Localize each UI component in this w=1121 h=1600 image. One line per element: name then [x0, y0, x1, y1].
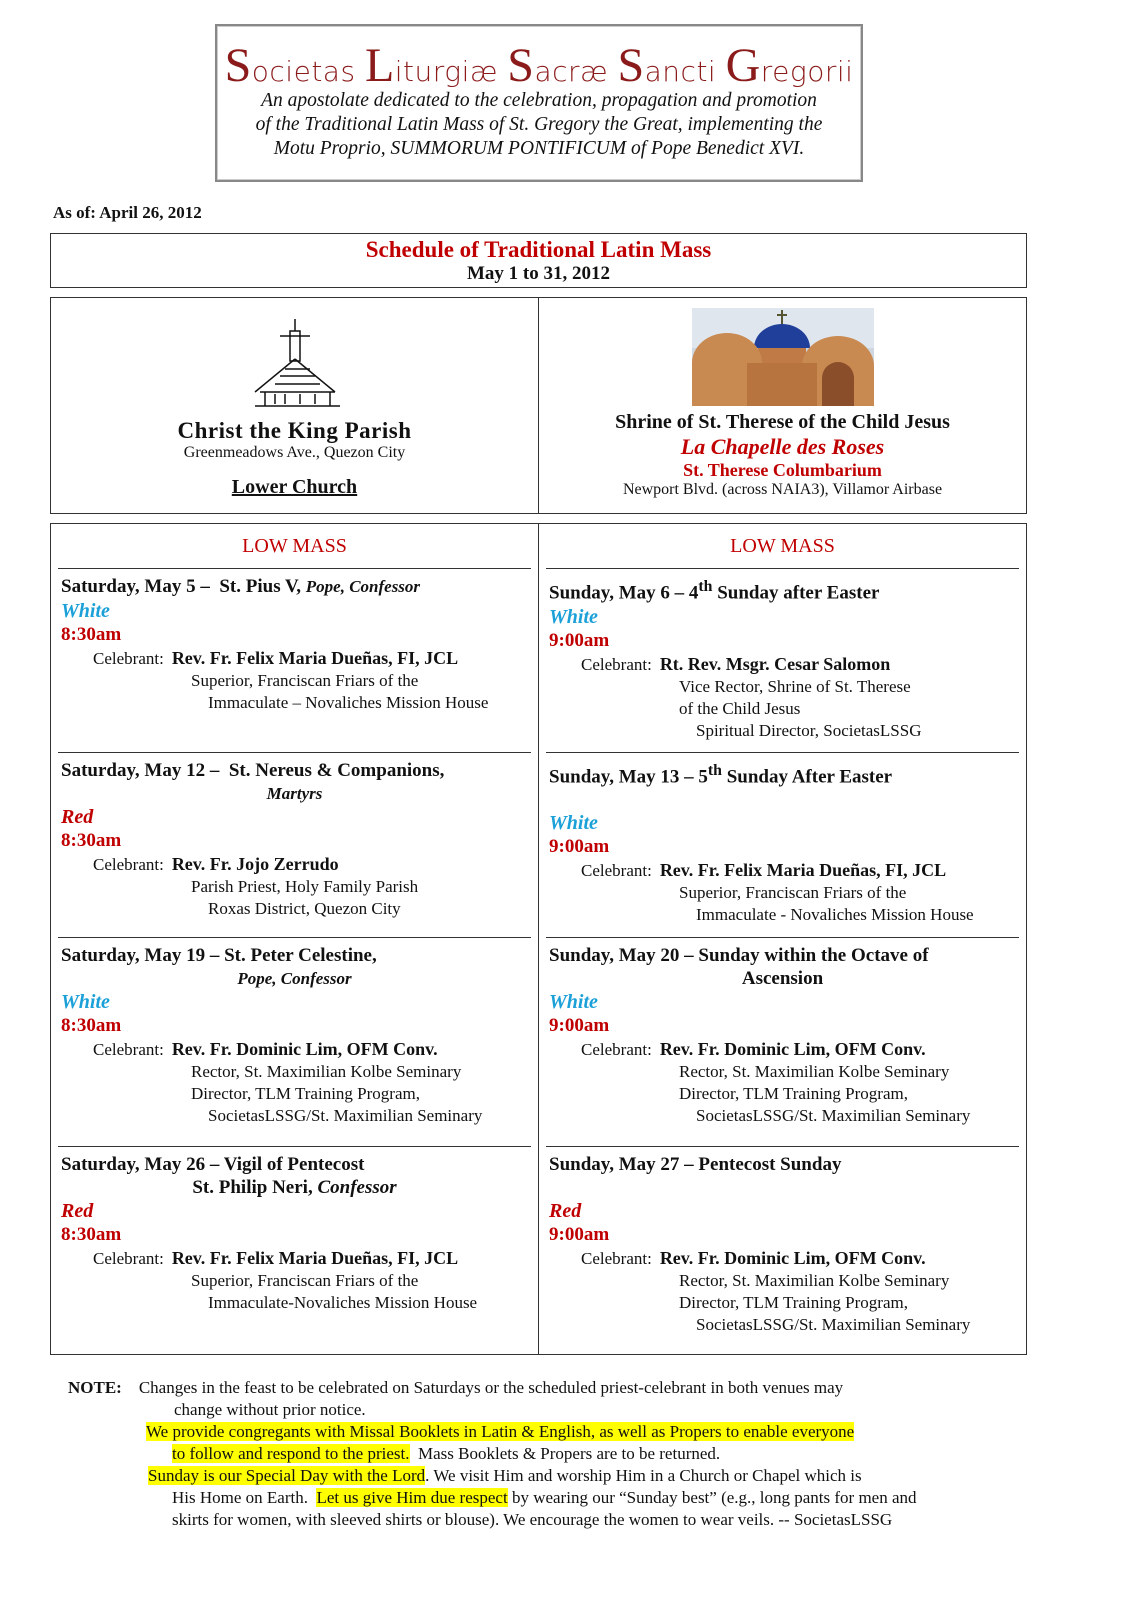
celebrant-name: Rev. Fr. Jojo Zerrudo — [171, 854, 339, 874]
venues — [50, 297, 1027, 514]
mass-time: 8:30am — [61, 1224, 122, 1245]
celebrant-row — [549, 1247, 1016, 1270]
banner-subtitle — [217, 89, 861, 161]
shrine-photo — [692, 308, 874, 406]
celebrant-name: Rev. Fr. Felix Maria Dueñas, FI, JCL — [171, 648, 459, 668]
column-heading: LOW MASS — [546, 524, 1019, 569]
title-segment: St. Philip Neri, — [192, 1177, 318, 1198]
celebrant-name: Rev. Fr. Felix Maria Dueñas, FI, JCL — [659, 860, 947, 881]
note-text: Mass Booklets & Propers are to be returned. — [409, 1444, 721, 1463]
schedule-title-box — [50, 233, 1027, 288]
celebrant-detail: Immaculate – Novaliches Mission House — [208, 693, 489, 712]
mass-title — [549, 575, 1016, 605]
mass-entry — [546, 569, 1019, 753]
mass-title — [61, 575, 528, 599]
celebrant-row — [61, 1247, 528, 1270]
mass-title-line2 — [549, 789, 1016, 811]
title-segment: th — [707, 762, 722, 779]
mass-title-line2 — [549, 968, 1016, 990]
mass-time: 9:00am — [549, 1015, 610, 1036]
celebrant-label: Celebrant: — [581, 1040, 652, 1059]
mass-title — [61, 1153, 528, 1177]
columbarium-name: St. Therese Columbarium — [683, 460, 882, 480]
title-segment — [780, 789, 785, 810]
title-segment: Sunday, May 13 – 5 — [549, 766, 708, 788]
note-text: skirts for women, with sleeved shirts or blouse). We encourage the women to wear veils. -- SocietasLSSG — [172, 1510, 893, 1529]
logo-initial: S — [507, 39, 535, 92]
note-label: NOTE: — [68, 1378, 122, 1397]
mass-entry — [58, 753, 531, 938]
christ-the-king-name: Christ the King Parish — [177, 418, 412, 443]
schedule-title: Schedule of Traditional Latin Mass — [365, 237, 712, 262]
mass-title-line2 — [61, 783, 528, 805]
shrine-address: Newport Blvd. (across NAIA3), Villamor Airbase — [622, 481, 943, 498]
schedule-dates: May 1 to 31, 2012 — [466, 263, 610, 284]
celebrant-detail: SocietasLSSG/St. Maximilian Seminary — [696, 1106, 971, 1125]
venue-shrine — [538, 298, 1026, 513]
celebrant-name: Rev. Fr. Dominic Lim, OFM Conv. — [171, 1039, 438, 1059]
celebrant-detail: Immaculate - Novaliches Mission House — [696, 905, 974, 925]
celebrant-name: Rt. Rev. Msgr. Cesar Salomon — [659, 654, 891, 675]
title-segment: th — [698, 578, 713, 595]
title-segment: Saturday, May 19 – St. Peter Celestine, — [61, 945, 377, 966]
logo-word: regorii — [760, 55, 854, 88]
celebrant-label: Celebrant: — [93, 1040, 164, 1059]
mass-entry — [58, 569, 531, 753]
celebrant-detail: SocietasLSSG/St. Maximilian Seminary — [696, 1315, 971, 1334]
mass-entry — [546, 1147, 1019, 1353]
liturgical-color: White — [549, 812, 598, 835]
society-banner — [215, 24, 863, 182]
celebrant-detail: Rector, St. Maximilian Kolbe Seminary — [679, 1062, 950, 1081]
note-text: Changes in the feast to be celebrated on Saturdays or the scheduled priest-celebrant in both venues may — [138, 1378, 844, 1397]
liturgical-color: White — [61, 991, 110, 1013]
as-of-date: As of: April 26, 2012 — [53, 203, 202, 222]
mass-title — [549, 1153, 1016, 1177]
title-segment: Sunday after Easter — [712, 582, 880, 604]
mass-time: 8:30am — [61, 1015, 122, 1036]
title-segment: Saturday, May 5 – St. Pius V, — [61, 576, 306, 597]
christ-the-king-church-icon — [240, 314, 350, 409]
shrine-name: Shrine of St. Therese of the Child Jesus — [615, 411, 950, 433]
celebrant-row — [61, 647, 528, 670]
celebrant-name: Rev. Fr. Dominic Lim, OFM Conv. — [659, 1039, 926, 1059]
liturgical-color: White — [61, 600, 110, 622]
note-highlight: We provide congregants with Missal Booklets in Latin & English, as well as Propers to enable everyone — [146, 1422, 855, 1441]
christ-the-king-address: Greenmeadows Ave., Quezon City — [183, 444, 406, 461]
logo-word: acræ — [534, 55, 618, 88]
title-segment: Pope, Confessor — [305, 577, 421, 596]
note-text: change without prior notice. — [174, 1400, 366, 1419]
celebrant-row — [61, 853, 528, 876]
mass-title-line2 — [61, 1177, 528, 1199]
celebrant-row — [549, 653, 1016, 676]
title-segment: Martyrs — [266, 784, 323, 803]
logo-initial: L — [364, 39, 395, 92]
logo-initial: G — [725, 39, 761, 92]
celebrant-detail: Spiritual Director, SocietasLSSG — [696, 721, 922, 741]
celebrant-label: Celebrant: — [581, 861, 652, 881]
mass-time: 9:00am — [549, 630, 610, 652]
liturgical-color: Red — [549, 1200, 582, 1222]
mass-time: 9:00am — [549, 836, 610, 858]
mass-title — [549, 944, 1016, 968]
mass-time: 8:30am — [61, 624, 122, 645]
mass-title-line2 — [61, 968, 528, 990]
mass-entry — [58, 1147, 531, 1353]
title-segment: Sunday After Easter — [721, 766, 893, 788]
celebrant-detail: Vice Rector, Shrine of St. Therese — [679, 677, 911, 697]
liturgical-color: Red — [61, 806, 94, 828]
celebrant-row — [549, 859, 1016, 882]
note-text: His Home on Earth. — [172, 1488, 317, 1507]
schedule-column — [51, 524, 538, 1354]
mass-title-line2 — [549, 1177, 1016, 1199]
celebrant-detail: Superior, Franciscan Friars of the — [191, 1271, 419, 1290]
title-segment: Sunday, May 20 – Sunday within the Octave of — [549, 945, 929, 966]
title-segment: Sunday, May 6 – 4 — [549, 582, 699, 604]
celebrant-detail: SocietasLSSG/St. Maximilian Seminary — [208, 1106, 483, 1125]
mass-schedule-table — [50, 523, 1027, 1355]
mass-time: 9:00am — [549, 1224, 610, 1245]
note-highlight: Let us give Him due respect — [316, 1488, 508, 1507]
note-text: . We visit Him and worship Him in a Church or Chapel which is — [425, 1466, 862, 1485]
celebrant-label: Celebrant: — [93, 855, 164, 874]
celebrant-row — [61, 1038, 528, 1061]
note-highlight: to follow and respond to the priest. — [172, 1444, 410, 1463]
title-segment: Pope, Confessor — [237, 969, 352, 988]
title-segment: Saturday, May 26 – Vigil of Pentecost — [61, 1154, 365, 1175]
venue-christ-the-king — [51, 298, 538, 513]
society-logo — [217, 38, 861, 93]
note — [68, 1377, 1058, 1531]
mass-title — [61, 759, 528, 783]
mass-time: 8:30am — [61, 830, 122, 851]
celebrant-row — [549, 1038, 1016, 1061]
logo-initial: S — [224, 39, 252, 92]
logo-word: ocietas — [251, 55, 365, 88]
celebrant-label: Celebrant: — [93, 1249, 164, 1268]
title-segment: Sunday, May 27 – Pentecost Sunday — [549, 1154, 842, 1175]
mass-entry — [546, 753, 1019, 938]
celebrant-label: Celebrant: — [581, 655, 652, 675]
note-highlight: Sunday is our Special Day with the Lord — [148, 1466, 426, 1485]
mass-title — [549, 759, 1016, 789]
celebrant-detail: Roxas District, Quezon City — [208, 899, 401, 918]
celebrant-label: Celebrant: — [93, 649, 164, 668]
mass-entry — [546, 938, 1019, 1147]
mass-entry — [58, 938, 531, 1147]
liturgical-color: White — [549, 991, 598, 1013]
chapel-name: La Chapelle des Roses — [680, 434, 885, 459]
liturgical-color: White — [549, 606, 598, 629]
logo-initial: S — [617, 39, 645, 92]
banner-line: An apostolate dedicated to the celebration, propagation and promotion — [261, 90, 817, 111]
celebrant-label: Celebrant: — [581, 1249, 652, 1268]
celebrant-detail: Superior, Franciscan Friars of the — [191, 671, 419, 690]
logo-word: iturgiæ — [394, 55, 508, 88]
mass-title — [61, 944, 528, 968]
title-segment: Confessor — [317, 1177, 397, 1198]
celebrant-detail: Immaculate-Novaliches Mission House — [208, 1293, 478, 1312]
title-segment — [780, 1177, 785, 1198]
celebrant-detail: Director, TLM Training Program, — [679, 1084, 908, 1103]
celebrant-detail: Director, TLM Training Program, — [679, 1293, 908, 1312]
title-segment: Saturday, May 12 – St. Nereus & Companions, — [61, 760, 445, 781]
celebrant-detail: Rector, St. Maximilian Kolbe Seminary — [679, 1271, 950, 1290]
title-segment: Ascension — [741, 968, 824, 989]
note-text: by wearing our “Sunday best” (e.g., long pants for men and — [507, 1488, 917, 1507]
column-heading: LOW MASS — [58, 524, 531, 569]
logo-word: ancti — [644, 55, 726, 88]
celebrant-detail: Director, TLM Training Program, — [191, 1084, 420, 1103]
celebrant-detail: Parish Priest, Holy Family Parish — [191, 877, 419, 896]
banner-line: Motu Proprio, SUMMORUM PONTIFICUM of Pope Benedict XVI. — [273, 138, 805, 159]
celebrant-name: Rev. Fr. Dominic Lim, OFM Conv. — [659, 1248, 926, 1268]
banner-line: of the Traditional Latin Mass of St. Gregory the Great, implementing the — [255, 114, 823, 135]
celebrant-detail: of the Child Jesus — [679, 699, 801, 719]
celebrant-detail: Superior, Franciscan Friars of the — [679, 883, 907, 903]
lower-church-label: Lower Church — [231, 476, 358, 498]
liturgical-color: Red — [61, 1200, 94, 1222]
celebrant-name: Rev. Fr. Felix Maria Dueñas, FI, JCL — [171, 1248, 459, 1268]
schedule-column — [538, 524, 1026, 1354]
celebrant-detail: Rector, St. Maximilian Kolbe Seminary — [191, 1062, 462, 1081]
